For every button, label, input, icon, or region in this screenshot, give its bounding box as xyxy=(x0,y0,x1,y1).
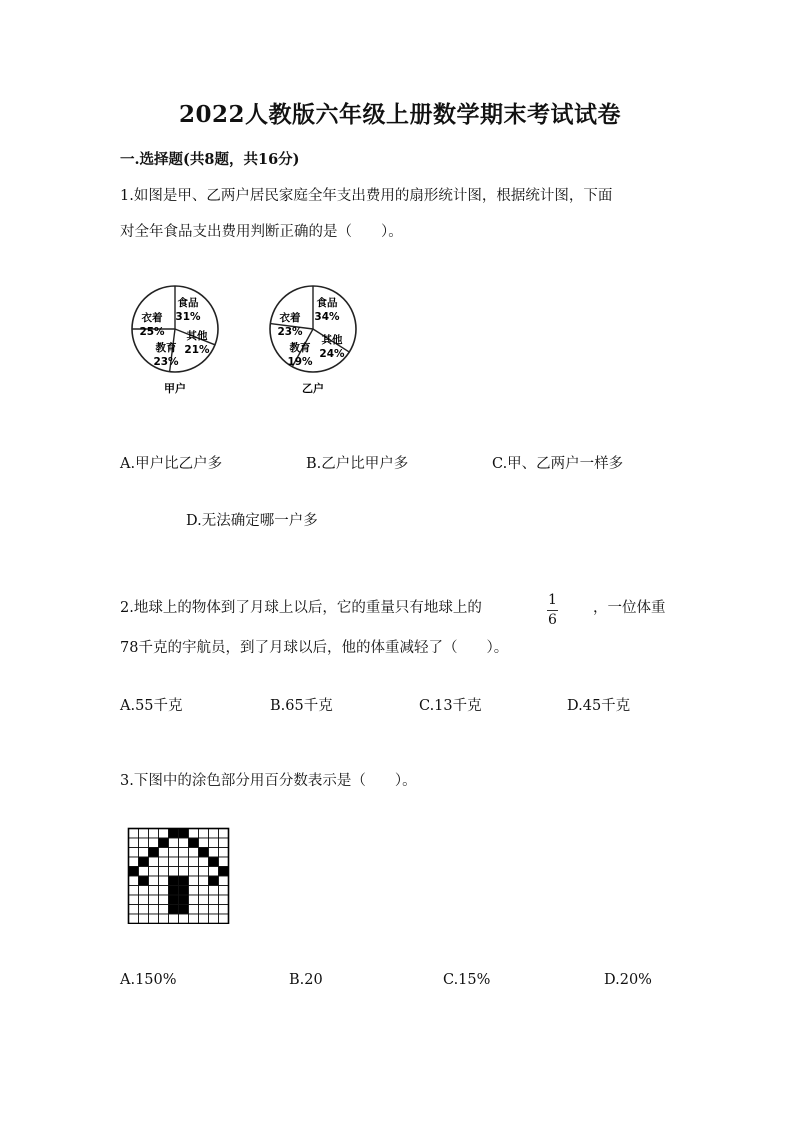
grid-cell xyxy=(139,829,149,839)
grid-cell xyxy=(139,886,149,896)
grid-cell xyxy=(189,857,199,867)
grid-cell xyxy=(199,829,209,839)
grid-cell-shaded xyxy=(219,867,229,877)
grid-cell xyxy=(149,895,159,905)
grid-cell-shaded xyxy=(169,829,179,839)
slice-value-clothing: 23% xyxy=(277,326,303,338)
grid-cell xyxy=(179,838,189,848)
grid-cell xyxy=(159,905,169,915)
slice-value-food: 34% xyxy=(314,311,340,323)
grid-cell xyxy=(219,838,229,848)
grid-cell xyxy=(149,905,159,915)
grid-cell-shaded xyxy=(179,876,189,886)
grid-cell xyxy=(209,905,219,915)
grid-cell xyxy=(159,914,169,924)
grid-cell xyxy=(159,829,169,839)
q1-option-c[interactable]: C.甲、乙两户一样多 xyxy=(492,456,624,472)
grid-cell xyxy=(129,905,139,915)
grid-cell xyxy=(219,895,229,905)
slice-label-clothing: 衣着 xyxy=(141,312,163,324)
q2-text-before: 2.地球上的物体到了月球上以后，它的重量只有地球上的 xyxy=(120,600,482,616)
q2-option-b[interactable]: B.65千克 xyxy=(270,698,333,714)
slice-value-other: 24% xyxy=(319,348,345,360)
grid-cell xyxy=(139,895,149,905)
slice-value-food: 31% xyxy=(175,311,201,323)
grid-cell-shaded xyxy=(169,895,179,905)
grid-cell xyxy=(179,857,189,867)
grid-cell-shaded xyxy=(209,876,219,886)
slice-label-education: 教育 xyxy=(289,342,311,354)
grid-cell xyxy=(189,905,199,915)
grid-cell xyxy=(209,829,219,839)
slice-value-other: 21% xyxy=(184,344,210,356)
grid-cell xyxy=(199,876,209,886)
grid-cell xyxy=(129,829,139,839)
grid-cell xyxy=(209,914,219,924)
grid-cell xyxy=(199,857,209,867)
slice-value-education: 19% xyxy=(287,356,313,368)
grid-cell xyxy=(199,867,209,877)
grid-cell xyxy=(139,867,149,877)
grid-cell xyxy=(159,848,169,858)
grid-cell xyxy=(149,914,159,924)
grid-cell xyxy=(219,914,229,924)
grid-cell xyxy=(139,914,149,924)
grid-cell xyxy=(179,914,189,924)
grid-cell xyxy=(139,905,149,915)
grid-cell xyxy=(219,829,229,839)
grid-cell xyxy=(149,829,159,839)
grid-cell-shaded xyxy=(199,848,209,858)
grid-cell xyxy=(219,857,229,867)
slice-value-education: 23% xyxy=(153,356,179,368)
fraction-numerator: 1 xyxy=(548,592,557,608)
q3-option-c[interactable]: C.15% xyxy=(443,972,491,988)
grid-cell xyxy=(169,867,179,877)
pie-title-yi: 乙户 xyxy=(302,382,324,395)
pie-chart-jia xyxy=(132,286,218,395)
grid-cell xyxy=(169,848,179,858)
grid-cell xyxy=(179,848,189,858)
slice-label-food: 食品 xyxy=(316,297,338,309)
slice-label-education: 教育 xyxy=(155,342,177,354)
grid-cell xyxy=(199,895,209,905)
grid-cell xyxy=(209,838,219,848)
grid-cell xyxy=(159,886,169,896)
slice-label-other: 其他 xyxy=(186,330,208,342)
q1-option-d[interactable]: D.无法确定哪一户多 xyxy=(186,513,318,529)
grid-cell xyxy=(209,848,219,858)
q2-option-d[interactable]: D.45千克 xyxy=(567,698,631,714)
grid-cell xyxy=(189,848,199,858)
grid-cell xyxy=(129,876,139,886)
pie-chart-yi xyxy=(270,286,356,395)
grid-cell-shaded xyxy=(209,857,219,867)
grid-cell xyxy=(159,876,169,886)
grid-cell xyxy=(189,914,199,924)
grid-cell xyxy=(209,886,219,896)
grid-cell xyxy=(139,838,149,848)
grid-cell xyxy=(129,838,139,848)
grid-cell xyxy=(199,886,209,896)
grid-cell xyxy=(199,838,209,848)
grid-cell xyxy=(219,886,229,896)
q2-text-line2: 78千克的宇航员，到了月球以后，他的体重减轻了（ ）。 xyxy=(120,640,509,656)
grid-cell xyxy=(129,848,139,858)
grid-cell-shaded xyxy=(179,829,189,839)
slice-label-clothing: 衣着 xyxy=(279,312,301,324)
slice-label-food: 食品 xyxy=(177,297,199,309)
pie-title-jia: 甲户 xyxy=(164,382,186,395)
grid-cell-shaded xyxy=(129,867,139,877)
grid-cell-shaded xyxy=(169,905,179,915)
grid-cell xyxy=(149,876,159,886)
q1-text-line1: 1.如图是甲、乙两户居民家庭全年支出费用的扇形统计图，根据统计图，下面 xyxy=(120,188,613,204)
q3-shaded-grid xyxy=(127,827,231,924)
q3-text: 3.下图中的涂色部分用百分数表示是（ ）。 xyxy=(120,773,417,789)
grid-cell xyxy=(199,905,209,915)
grid-cell xyxy=(169,914,179,924)
grid-cell xyxy=(189,886,199,896)
grid-cell xyxy=(159,867,169,877)
slice-label-other: 其他 xyxy=(321,334,343,346)
grid-cell xyxy=(169,838,179,848)
grid-cell xyxy=(149,867,159,877)
grid-cell xyxy=(129,857,139,867)
grid-cell xyxy=(219,848,229,858)
q1-pie-charts xyxy=(120,280,380,405)
grid-cell xyxy=(149,886,159,896)
grid-cell xyxy=(139,848,149,858)
paper-title: 2022人教版六年级上册数学期末考试试卷 xyxy=(178,101,621,128)
grid-cell xyxy=(129,914,139,924)
grid-cell xyxy=(189,867,199,877)
q2-text-after: ，一位体重 xyxy=(593,600,666,616)
q3-option-b[interactable]: B.20 xyxy=(289,972,323,988)
grid-cell xyxy=(199,914,209,924)
grid-cell xyxy=(189,895,199,905)
grid-cell xyxy=(219,905,229,915)
grid-cell xyxy=(159,895,169,905)
fraction-bar xyxy=(547,610,558,611)
q3-option-a[interactable]: A.150% xyxy=(120,972,177,988)
grid-cell xyxy=(169,857,179,867)
grid-cell-shaded xyxy=(179,886,189,896)
grid-cell-shaded xyxy=(179,895,189,905)
q1-option-b[interactable]: B.乙户比甲户多 xyxy=(306,456,409,472)
grid-cell-shaded xyxy=(179,905,189,915)
q1-text-line2: 对全年食品支出费用判断正确的是（ ）。 xyxy=(120,224,403,240)
grid-cell xyxy=(209,895,219,905)
q3-option-d[interactable]: D.20% xyxy=(604,972,652,988)
section-heading: 一.选择题(共8题，共16分) xyxy=(120,151,300,168)
grid-cell xyxy=(219,876,229,886)
grid-cell-shaded xyxy=(139,857,149,867)
fraction-denominator: 6 xyxy=(548,612,557,628)
grid-cell-shaded xyxy=(149,848,159,858)
q2-option-c[interactable]: C.13千克 xyxy=(419,698,482,714)
grid-cell xyxy=(189,876,199,886)
q1-option-a[interactable]: A.甲户比乙户多 xyxy=(120,456,223,472)
q2-option-a[interactable]: A.55千克 xyxy=(120,698,183,714)
grid-cell xyxy=(209,867,219,877)
grid-cell xyxy=(159,857,169,867)
grid-cell xyxy=(189,829,199,839)
grid-cell xyxy=(179,867,189,877)
grid-cell-shaded xyxy=(169,886,179,896)
grid-cell-shaded xyxy=(189,838,199,848)
q2-fraction xyxy=(547,592,558,629)
grid-cell-shaded xyxy=(139,876,149,886)
grid-cell xyxy=(149,838,159,848)
grid-cell xyxy=(149,857,159,867)
slice-value-clothing: 25% xyxy=(139,326,165,338)
grid-cell-shaded xyxy=(169,876,179,886)
grid-cell xyxy=(129,895,139,905)
grid-cell-shaded xyxy=(159,838,169,848)
grid-cell xyxy=(129,886,139,896)
